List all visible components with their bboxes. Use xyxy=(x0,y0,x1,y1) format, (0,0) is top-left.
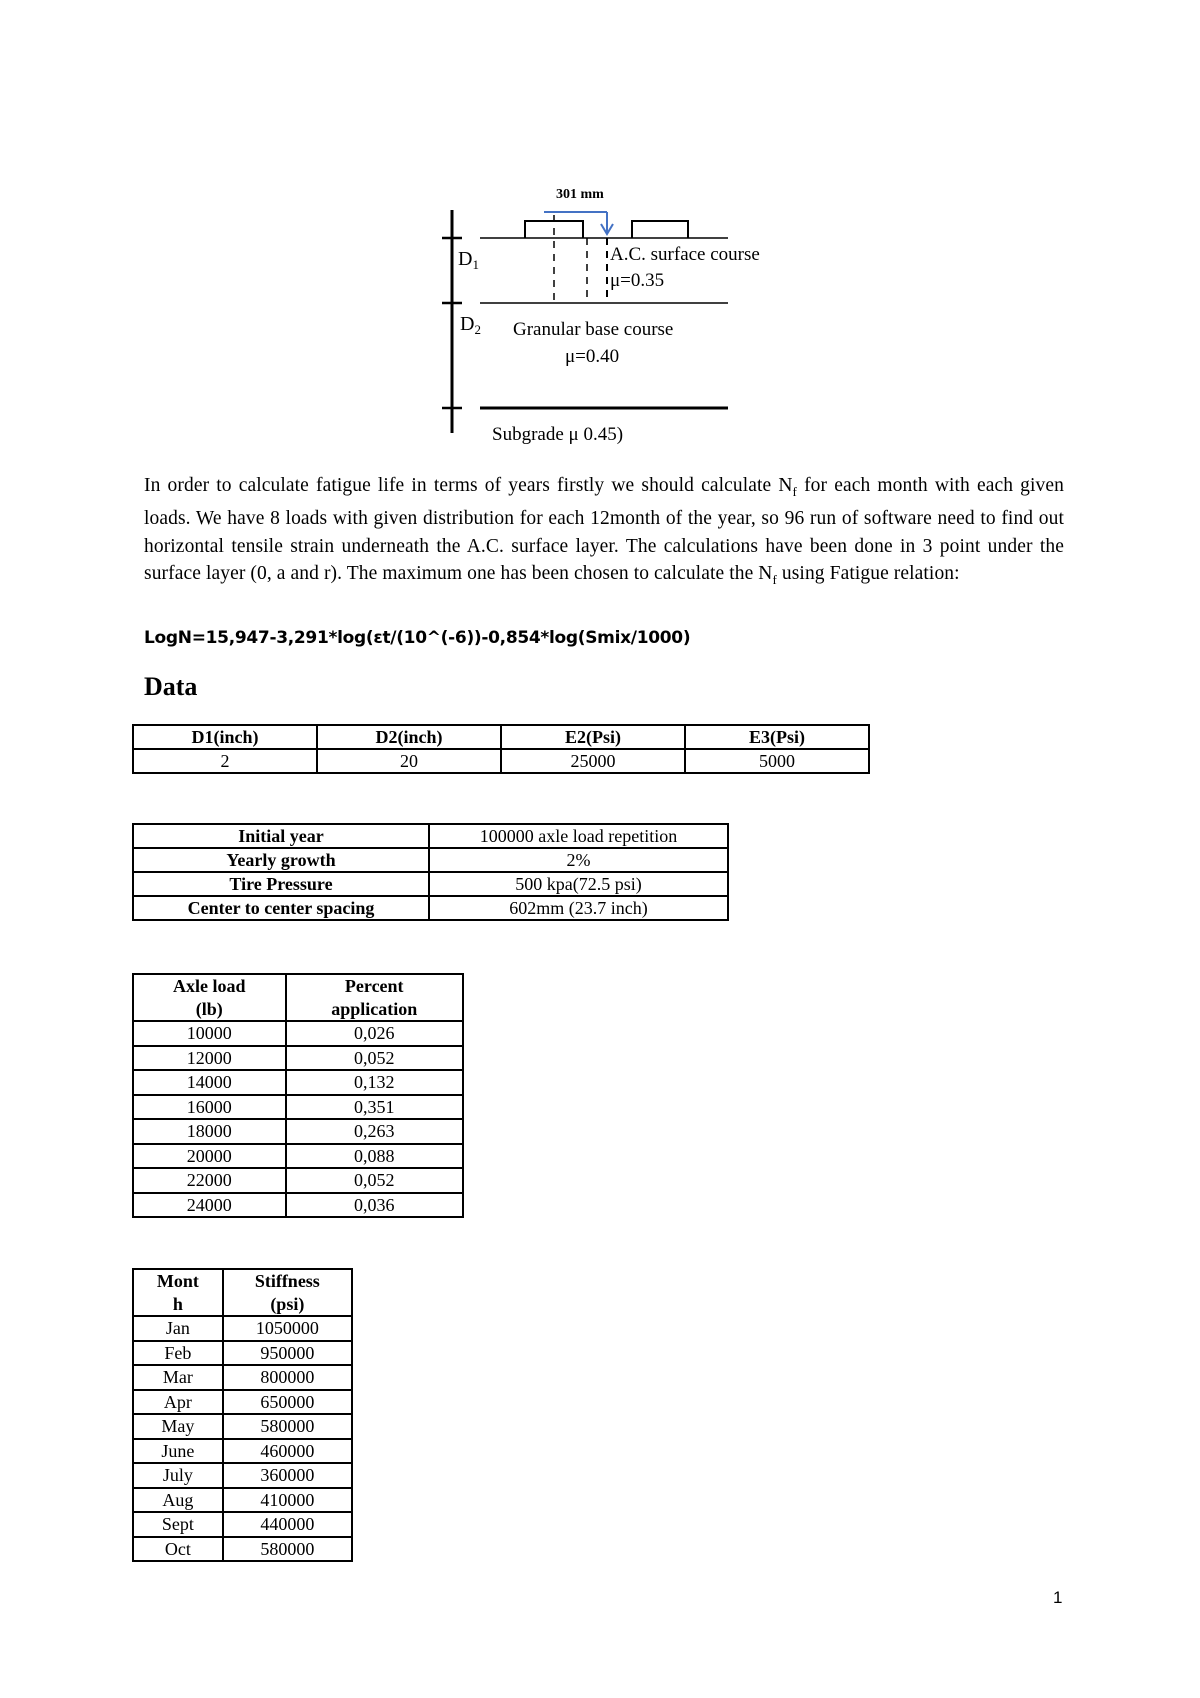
table-cell: 800000 xyxy=(223,1365,352,1390)
table-row xyxy=(133,1390,352,1415)
table-cell: 12000 xyxy=(133,1046,286,1071)
table-header-cell xyxy=(133,1269,223,1316)
table-cell: 22000 xyxy=(133,1168,286,1193)
table-cell: Mar xyxy=(133,1365,223,1390)
layer-data-table xyxy=(132,724,870,774)
traffic-data-table xyxy=(132,823,729,921)
table-cell: 580000 xyxy=(223,1414,352,1439)
ac-layer-label: A.C. surface course xyxy=(610,244,760,265)
table-cell: 14000 xyxy=(133,1070,286,1095)
pavement-diagram xyxy=(430,180,800,455)
table-row-label: Tire Pressure xyxy=(133,872,429,896)
table-cell: 580000 xyxy=(223,1537,352,1562)
table-header-row xyxy=(133,725,869,749)
tire-right xyxy=(632,221,688,238)
table-row xyxy=(133,1341,352,1366)
table-cell: 440000 xyxy=(223,1512,352,1537)
table-header-cell: E2(Psi) xyxy=(501,725,685,749)
table-cell: 1050000 xyxy=(223,1316,352,1341)
table-row xyxy=(133,848,728,872)
table-header-cell xyxy=(133,974,286,1021)
table-cell: 460000 xyxy=(223,1439,352,1464)
table-row xyxy=(133,1070,463,1095)
header-line: Mont xyxy=(156,1271,199,1291)
table-row xyxy=(133,1316,352,1341)
table-cell: 0,132 xyxy=(286,1070,464,1095)
table-cell: 10000 xyxy=(133,1021,286,1046)
table-cell: Feb xyxy=(133,1341,223,1366)
table-row xyxy=(133,1365,352,1390)
table-row-label: Initial year xyxy=(133,824,429,848)
table-cell: July xyxy=(133,1463,223,1488)
data-heading: Data xyxy=(144,672,198,701)
table-row-label: Yearly growth xyxy=(133,848,429,872)
table-row xyxy=(133,1021,463,1046)
table-cell: 20 xyxy=(317,749,501,773)
table-cell: Jan xyxy=(133,1316,223,1341)
table-cell: 0,052 xyxy=(286,1046,464,1071)
table-cell: 500 kpa(72.5 psi) xyxy=(429,872,728,896)
header-line: application xyxy=(331,998,418,1019)
page-number: 1 xyxy=(1053,1588,1063,1607)
header-line: h xyxy=(172,1293,183,1314)
paragraph-text-1: In order to calculate fatigue life in terms of years firstly we should calculate N xyxy=(144,475,793,496)
intro-paragraph xyxy=(144,472,1064,594)
table-cell: 360000 xyxy=(223,1463,352,1488)
table-row xyxy=(133,1512,352,1537)
paragraph-subscript-2: f xyxy=(772,572,777,588)
ac-mu-label: μ=0.35 xyxy=(610,270,665,291)
table-row xyxy=(133,1439,352,1464)
table-row xyxy=(133,1537,352,1562)
table-cell: 0,263 xyxy=(286,1119,464,1144)
table-cell: Apr xyxy=(133,1390,223,1415)
axle-load-table xyxy=(132,973,464,1218)
table-cell: 0,036 xyxy=(286,1193,464,1218)
table-cell: 0,026 xyxy=(286,1021,464,1046)
base-mu-label: μ=0.40 xyxy=(565,346,620,367)
table-cell: Aug xyxy=(133,1488,223,1513)
stiffness-table xyxy=(132,1268,353,1562)
dimension-label: 301 mm xyxy=(556,187,604,202)
table-header-cell: D1(inch) xyxy=(133,725,317,749)
table-cell: 950000 xyxy=(223,1341,352,1366)
table-cell: 2 xyxy=(133,749,317,773)
table-row xyxy=(133,1463,352,1488)
table-cell: 16000 xyxy=(133,1095,286,1120)
d1-label: $D_1$ xyxy=(458,248,479,272)
paragraph-text-2: for each month with each given loads. We have 8 loads with given distribution for each 12month of the year, so 96 run of software need to find out horizontal tensile strain underneath the A.C. surface layer. The calculations have been done in 3 point under the surface layer (0, a and r). The maximum one has been chosen to calculate the N xyxy=(144,475,1065,585)
table-row xyxy=(133,896,728,920)
header-line: (lb) xyxy=(195,998,223,1019)
table-cell: Oct xyxy=(133,1537,223,1562)
table-cell: 602mm (23.7 inch) xyxy=(429,896,728,920)
table-cell: 650000 xyxy=(223,1390,352,1415)
table-row xyxy=(133,1046,463,1071)
table-cell: 25000 xyxy=(501,749,685,773)
table-cell: 2% xyxy=(429,848,728,872)
table-cell: June xyxy=(133,1439,223,1464)
table-cell: 18000 xyxy=(133,1119,286,1144)
table-cell: 410000 xyxy=(223,1488,352,1513)
table-row xyxy=(133,1144,463,1169)
table-cell: 20000 xyxy=(133,1144,286,1169)
table-header-row xyxy=(133,1269,352,1316)
table-row xyxy=(133,1193,463,1218)
table-header-cell xyxy=(223,1269,352,1316)
table-cell: May xyxy=(133,1414,223,1439)
pavement-diagram-svg xyxy=(430,180,800,455)
table-row xyxy=(133,1414,352,1439)
paragraph-text-3: using Fatigue relation: xyxy=(776,563,960,585)
header-line: Percent xyxy=(344,976,404,996)
table-cell: Sept xyxy=(133,1512,223,1537)
base-layer-label: Granular base course xyxy=(513,319,674,340)
table-cell: 100000 axle load repetition xyxy=(429,824,728,848)
table-row xyxy=(133,749,869,773)
table-header-cell: D2(inch) xyxy=(317,725,501,749)
header-line: Axle load xyxy=(172,976,246,996)
table-row xyxy=(133,1095,463,1120)
table-cell: 5000 xyxy=(685,749,869,773)
table-cell: 24000 xyxy=(133,1193,286,1218)
paragraph-subscript-1: f xyxy=(792,483,797,499)
table-cell: 0,351 xyxy=(286,1095,464,1120)
subgrade-label: Subgrade μ 0.45) xyxy=(492,424,624,445)
table-row xyxy=(133,1488,352,1513)
table-row xyxy=(133,824,728,848)
header-line: (psi) xyxy=(270,1293,305,1314)
table-cell: 0,088 xyxy=(286,1144,464,1169)
table-cell: 0,052 xyxy=(286,1168,464,1193)
table-header-cell: E3(Psi) xyxy=(685,725,869,749)
table-row xyxy=(133,1119,463,1144)
table-row xyxy=(133,872,728,896)
fatigue-formula: LogN=15,947-3,291*log(εt/(10^(-6))-0,854*log(Smix/1000) xyxy=(144,628,691,648)
table-row-label: Center to center spacing xyxy=(133,896,429,920)
d2-label: $D_2$ xyxy=(460,313,481,337)
table-header-cell xyxy=(286,974,464,1021)
table-row xyxy=(133,1168,463,1193)
header-line: Stiffness xyxy=(254,1271,320,1291)
table-header-row xyxy=(133,974,463,1021)
